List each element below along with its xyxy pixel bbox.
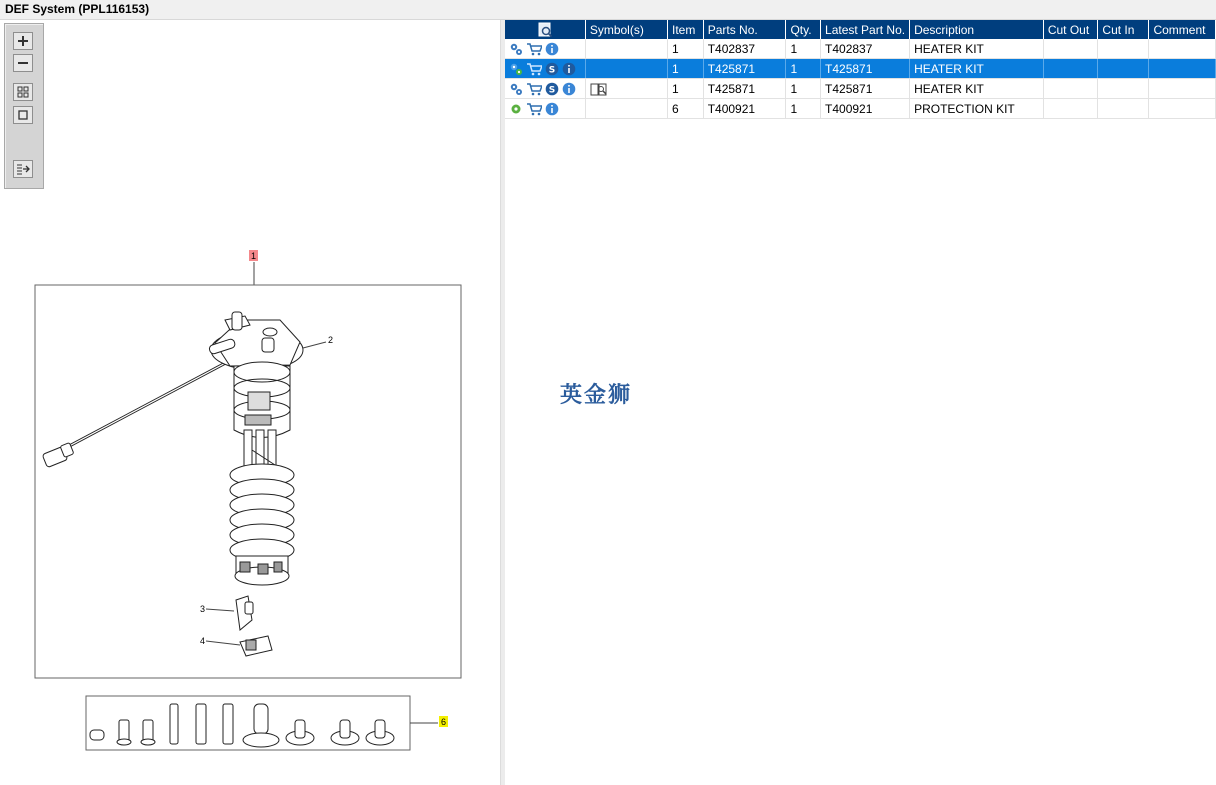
svg-text:S: S: [548, 85, 556, 96]
column-header-comment[interactable]: Comment: [1149, 20, 1216, 39]
table-row[interactable]: [505, 39, 1216, 59]
callout-6-label[interactable]: 6: [441, 717, 447, 727]
description-cell: HEATER KIT: [910, 59, 1044, 79]
table-header-row: [505, 20, 1216, 39]
find-icon: [537, 22, 553, 38]
column-header-qty[interactable]: Qty.: [786, 20, 821, 39]
item-cell: 1: [668, 39, 704, 59]
cut-out-cell: [1043, 79, 1098, 99]
symbols-cell: [585, 99, 667, 119]
symbols-cell: [585, 39, 667, 59]
cart-icon[interactable]: [526, 42, 542, 56]
table-row[interactable]: [505, 79, 1216, 99]
parts-no-cell: T425871: [703, 79, 786, 99]
info-icon[interactable]: [545, 42, 559, 56]
illustration-pane: [0, 20, 500, 785]
qty-cell: 1: [786, 59, 821, 79]
cut-in-cell: [1098, 99, 1149, 119]
item-cell: 6: [668, 99, 704, 119]
cart-icon[interactable]: [526, 62, 542, 76]
qty-cell: 1: [786, 79, 821, 99]
row-actions: [505, 59, 585, 79]
gears-icon[interactable]: [509, 82, 523, 96]
column-header-item[interactable]: Item: [668, 20, 704, 39]
parts-list-pane: [505, 20, 1216, 785]
symbols-cell: [585, 59, 667, 79]
description-cell: PROTECTION KIT: [910, 99, 1044, 119]
cut-in-cell: [1098, 79, 1149, 99]
column-header-symbols[interactable]: Symbol(s): [585, 20, 667, 39]
column-header-latest-part-no[interactable]: Latest Part No.: [821, 20, 910, 39]
cut-out-cell: [1043, 39, 1098, 59]
column-header-parts-no[interactable]: Parts No.: [703, 20, 786, 39]
window-title-bar: [0, 0, 1216, 20]
column-header-description[interactable]: Description: [910, 20, 1044, 39]
comment-cell: [1149, 59, 1216, 79]
parts-no-cell: T425871: [703, 59, 786, 79]
callout-3-label[interactable]: 3: [200, 604, 206, 614]
row-actions: [505, 79, 585, 99]
latest-part-no-cell: T402837: [821, 39, 910, 59]
row-actions: [505, 39, 585, 59]
symbols-cell: [585, 79, 667, 99]
item-cell: 1: [668, 79, 704, 99]
parts-no-cell: T402837: [703, 39, 786, 59]
cart-icon[interactable]: [526, 82, 542, 96]
gears-icon[interactable]: [509, 62, 523, 76]
comment-cell: [1149, 79, 1216, 99]
table-row[interactable]: [505, 99, 1216, 119]
watermark-text: 英金狮: [560, 383, 633, 408]
supersession-icon[interactable]: [545, 62, 559, 76]
info-icon[interactable]: [562, 82, 576, 96]
column-header-actions[interactable]: [505, 20, 585, 39]
parts-no-cell: T400921: [703, 99, 786, 119]
info-icon[interactable]: [562, 62, 576, 76]
window-title: DEF System (PPL116153): [5, 2, 150, 16]
cut-in-cell: [1098, 59, 1149, 79]
qty-cell: 1: [786, 39, 821, 59]
description-cell: HEATER KIT: [910, 79, 1044, 99]
cut-in-cell: [1098, 39, 1149, 59]
gear-icon[interactable]: [509, 102, 523, 116]
latest-part-no-cell: T400921: [821, 99, 910, 119]
cart-icon[interactable]: [526, 102, 542, 116]
latest-part-no-cell: T425871: [821, 79, 910, 99]
callout-4-label[interactable]: 4: [200, 636, 206, 646]
callout-1-label[interactable]: 1: [251, 251, 257, 261]
table-row-selected[interactable]: [505, 59, 1216, 79]
comment-cell: [1149, 99, 1216, 119]
callout-2-label[interactable]: 2: [328, 335, 334, 345]
book-search-icon[interactable]: [590, 82, 608, 96]
info-icon[interactable]: [545, 102, 559, 116]
item-cell: 1: [668, 59, 704, 79]
gears-icon[interactable]: [509, 42, 523, 56]
parts-diagram: [0, 20, 500, 785]
supersession-icon[interactable]: [545, 82, 559, 96]
description-cell: HEATER KIT: [910, 39, 1044, 59]
latest-part-no-cell: T425871: [821, 59, 910, 79]
qty-cell: 1: [786, 99, 821, 119]
cut-out-cell: [1043, 59, 1098, 79]
svg-text:S: S: [548, 65, 556, 76]
row-actions: [505, 99, 585, 119]
comment-cell: [1149, 39, 1216, 59]
column-header-cut-in[interactable]: Cut In: [1098, 20, 1149, 39]
column-header-cut-out[interactable]: Cut Out: [1043, 20, 1098, 39]
parts-table: [505, 20, 1216, 119]
cut-out-cell: [1043, 99, 1098, 119]
